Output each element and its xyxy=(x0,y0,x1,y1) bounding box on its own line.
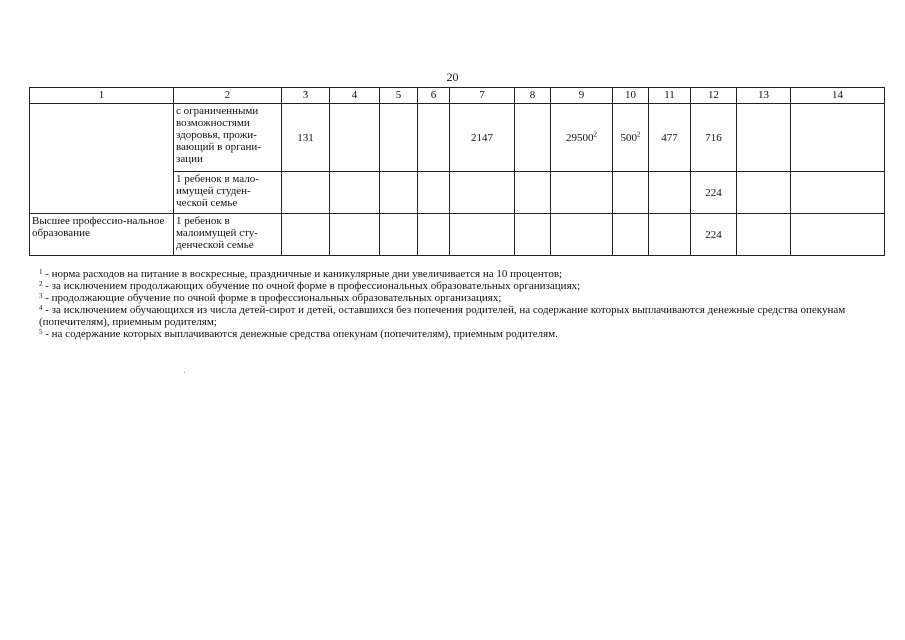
row1-col10-value: 500 xyxy=(620,131,637,144)
footnote-mark: 2 xyxy=(593,129,597,138)
row1-col10-cell xyxy=(613,104,649,172)
row2-col12-value: 224 xyxy=(691,172,737,214)
footnote xyxy=(39,280,889,292)
footnote-text: - за исключением обучающихся из числа детей-сирот и детей, оставшихся без попечения родителей, на содержание которых выплачиваются денежные средства опекунам (попечителям), приемным родителям; xyxy=(39,304,846,328)
empty-cell xyxy=(418,172,450,214)
empty-cell xyxy=(282,172,330,214)
empty-cell xyxy=(418,214,450,256)
col-header-1: 1 xyxy=(30,88,174,104)
row1-col9-cell xyxy=(551,104,613,172)
footnote-text: - норма расходов на питание в воскресные, праздничные и каникулярные дни увеличивается на 10 процентов; xyxy=(45,268,563,280)
footnote-mark: 2 xyxy=(637,129,641,138)
empty-cell xyxy=(791,172,885,214)
empty-cell xyxy=(330,172,380,214)
footnote-mark: 3 xyxy=(39,292,43,300)
col-header-4: 4 xyxy=(330,88,380,104)
row1-col9-value: 29500 xyxy=(566,131,594,144)
row1-col3-value: 131 xyxy=(282,104,330,172)
footnote-mark: 5 xyxy=(39,328,43,336)
empty-cell xyxy=(613,214,649,256)
empty-cell xyxy=(791,104,885,172)
row1-col1-cell xyxy=(30,104,174,214)
col-header-14: 14 xyxy=(791,88,885,104)
footnote-text: - на содержание которых выплачиваются денежные средства опекунам (попечителям), приемным родителям. xyxy=(45,328,558,340)
empty-cell xyxy=(418,104,450,172)
empty-cell xyxy=(330,214,380,256)
footnote-mark: 4 xyxy=(39,304,43,312)
col-header-7: 7 xyxy=(450,88,515,104)
empty-cell xyxy=(380,104,418,172)
empty-cell xyxy=(649,214,691,256)
empty-cell xyxy=(737,214,791,256)
col-header-6: 6 xyxy=(418,88,450,104)
row3-category-cell: 1 ребенок в малоимущей сту-денческой семье xyxy=(174,214,282,256)
empty-cell xyxy=(515,172,551,214)
scan-speck xyxy=(184,372,185,373)
row1-col7-value: 2147 xyxy=(450,104,515,172)
col-header-10: 10 xyxy=(613,88,649,104)
empty-cell xyxy=(649,172,691,214)
empty-cell xyxy=(450,172,515,214)
empty-cell xyxy=(380,214,418,256)
col-header-9: 9 xyxy=(551,88,613,104)
footnote xyxy=(39,304,889,328)
empty-cell xyxy=(551,214,613,256)
col-header-11: 11 xyxy=(649,88,691,104)
expense-norms-table xyxy=(29,87,885,256)
table-row xyxy=(30,214,885,256)
col-header-5: 5 xyxy=(380,88,418,104)
table-row xyxy=(30,104,885,172)
row1-category-cell: с ограниченными возможностями здоровья, прожи-вающий в органи-зации xyxy=(174,104,282,172)
header-row xyxy=(30,88,885,104)
empty-cell xyxy=(515,214,551,256)
col-header-2: 2 xyxy=(174,88,282,104)
row1-col12-value: 716 xyxy=(691,104,737,172)
empty-cell xyxy=(613,172,649,214)
row1-col11-value: 477 xyxy=(649,104,691,172)
empty-cell xyxy=(791,214,885,256)
row3-education-level-cell: Высшее профессио-нальное образование xyxy=(30,214,174,256)
empty-cell xyxy=(551,172,613,214)
col-header-13: 13 xyxy=(737,88,791,104)
empty-cell xyxy=(380,172,418,214)
footnote xyxy=(39,268,889,280)
footnote-mark: 2 xyxy=(39,280,43,288)
footnote-text: - за исключением продолжающих обучение по очной форме в профессиональных образовательных организациях; xyxy=(45,280,581,292)
footnote-mark: 1 xyxy=(39,268,43,276)
row2-category-cell: 1 ребенок в мало-имущей студен-ческой семье xyxy=(174,172,282,214)
row3-col12-value: 224 xyxy=(691,214,737,256)
footnote xyxy=(39,328,889,340)
col-header-8: 8 xyxy=(515,88,551,104)
empty-cell xyxy=(330,104,380,172)
empty-cell xyxy=(737,172,791,214)
footnote-text: - продолжающие обучение по очной форме в профессиональных образовательных организациях; xyxy=(45,292,502,304)
footnotes xyxy=(39,268,889,340)
empty-cell xyxy=(282,214,330,256)
page-number: 20 xyxy=(446,70,459,84)
empty-cell xyxy=(450,214,515,256)
col-header-3: 3 xyxy=(282,88,330,104)
footnote xyxy=(39,292,889,304)
empty-cell xyxy=(737,104,791,172)
empty-cell xyxy=(515,104,551,172)
col-header-12: 12 xyxy=(691,88,737,104)
